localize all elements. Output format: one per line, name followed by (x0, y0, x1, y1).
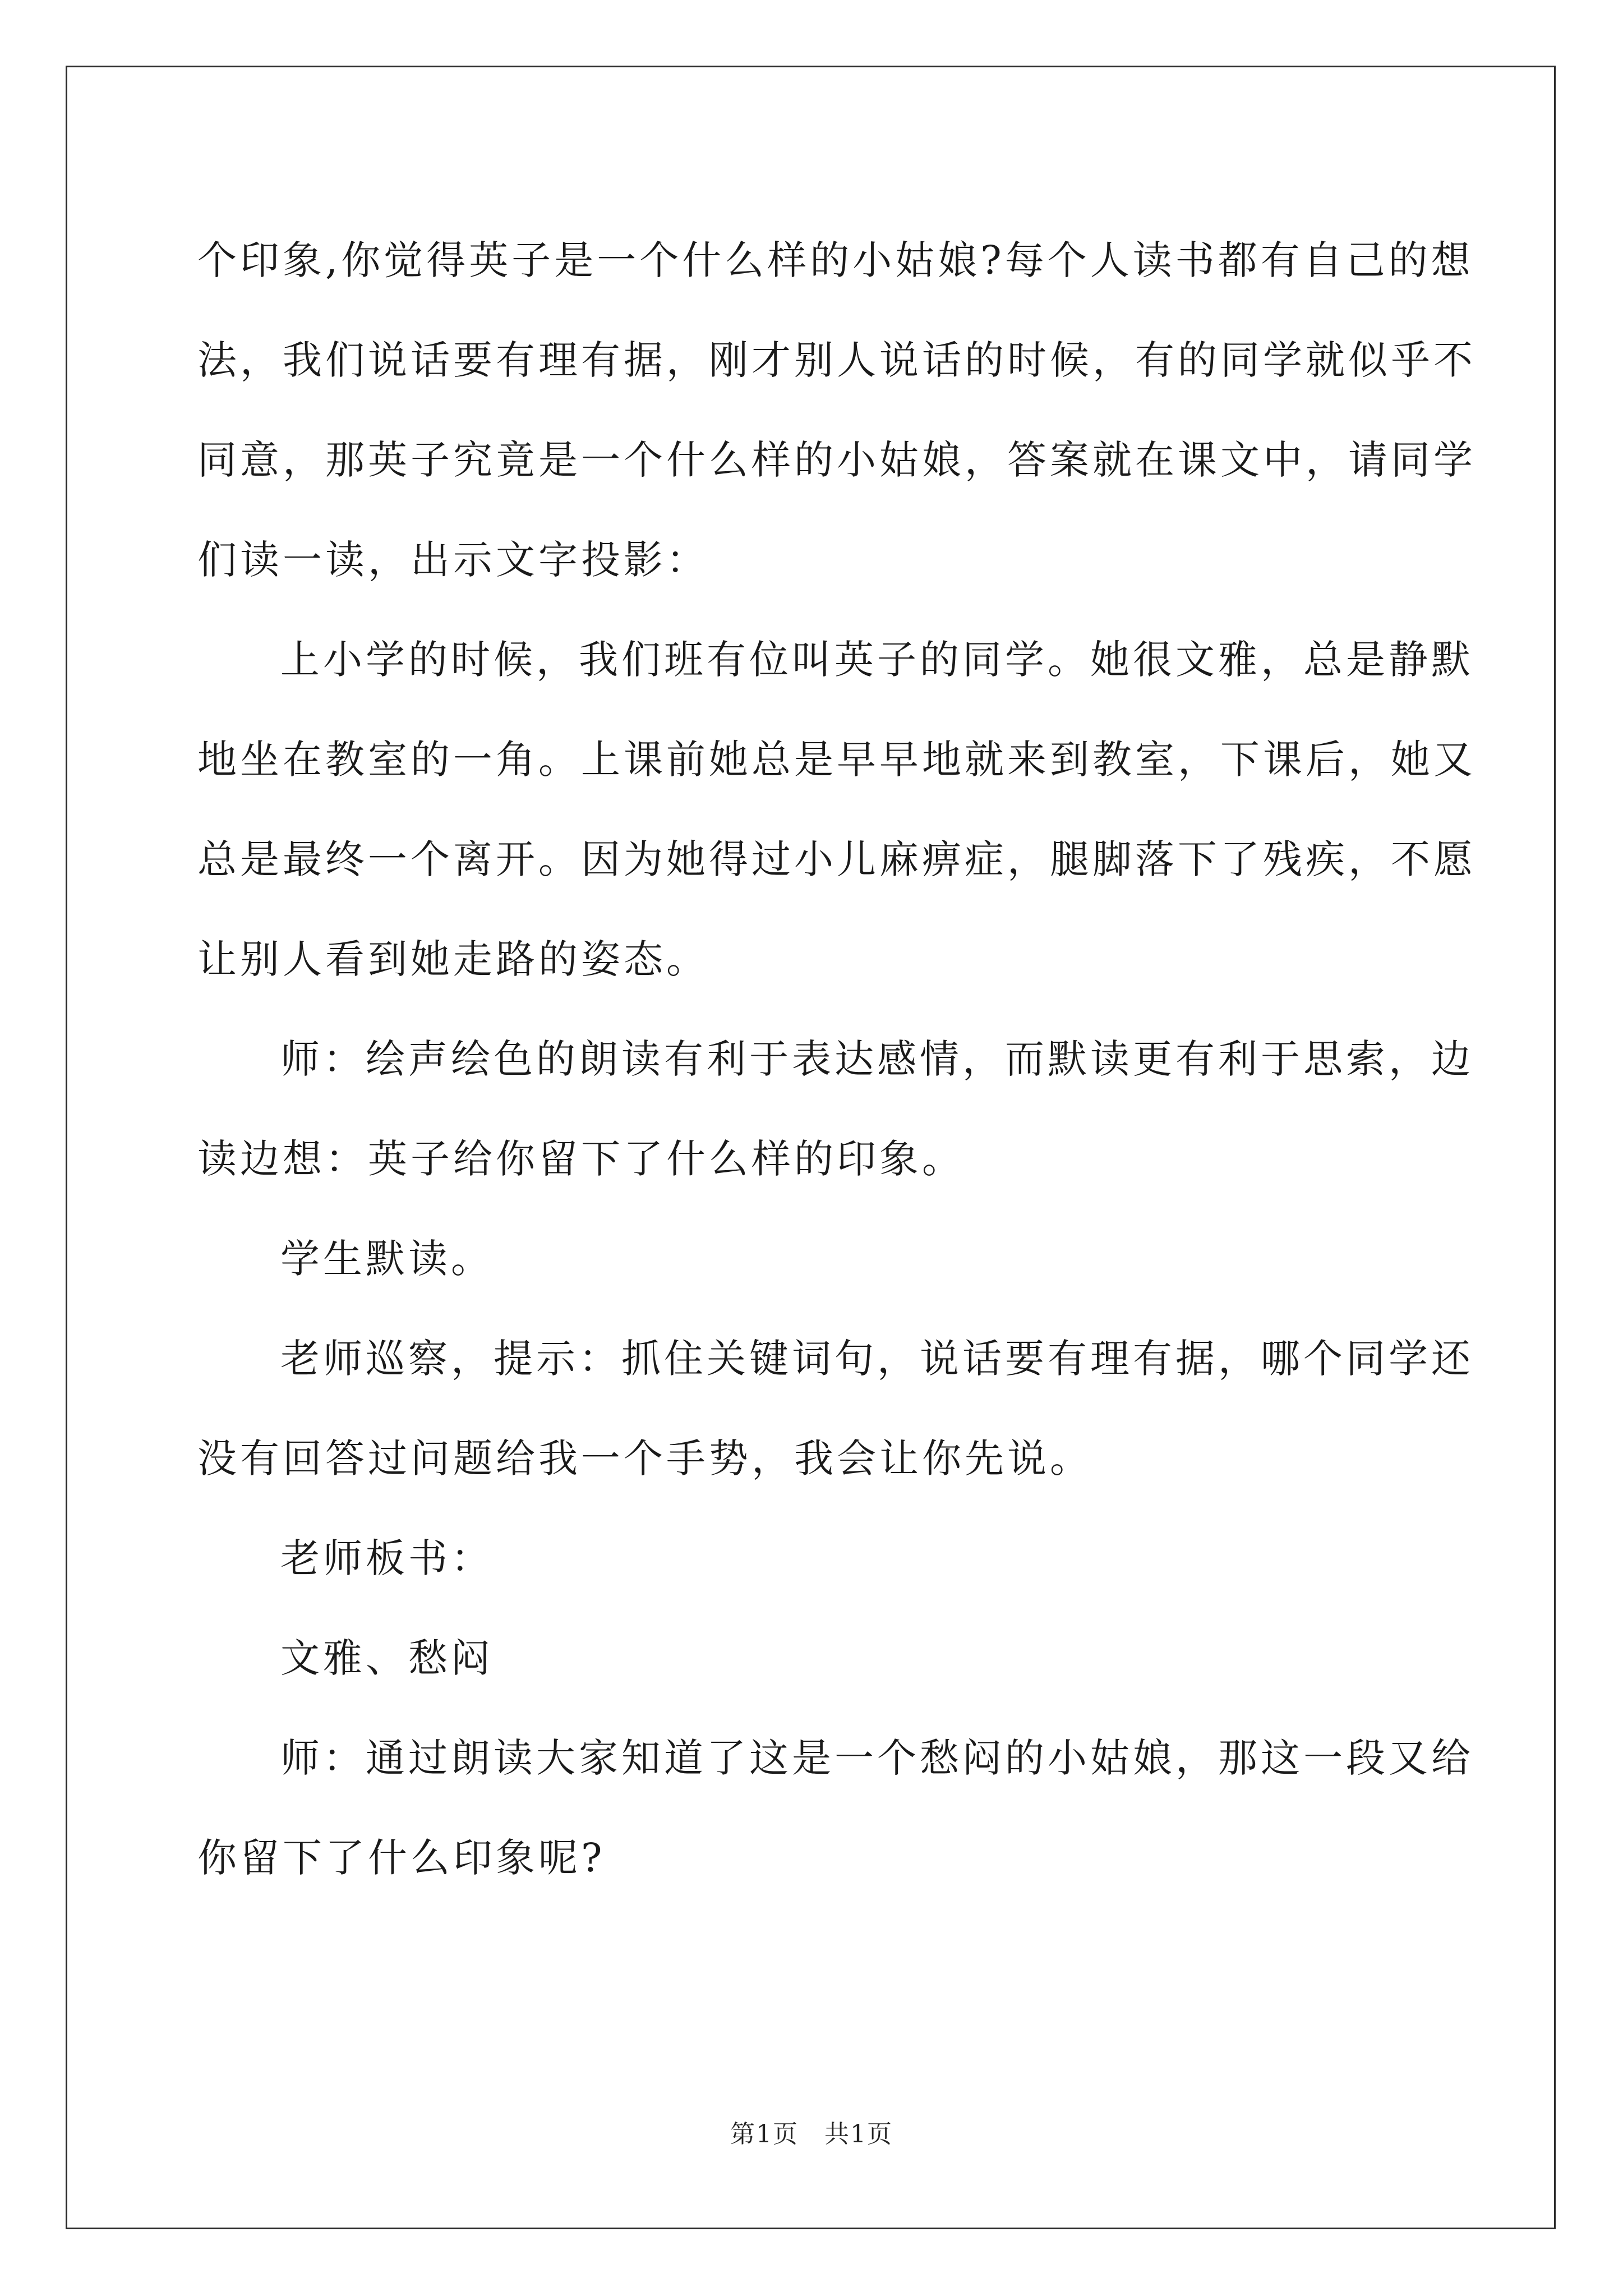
text-line: 地坐在教室的一角。上课前她总是早早地就来到教室，下课后，她又 (197, 737, 1476, 783)
paragraph (197, 1608, 1431, 1708)
text-line: 同意，那英子究竟是一个什么样的小姑娘，答案就在课文中，请同学 (197, 437, 1476, 483)
paragraph (197, 1009, 1474, 1209)
paragraph (197, 210, 1476, 610)
text-line: 你留下了什么印象呢? (197, 1835, 606, 1881)
paragraph (197, 610, 1476, 1009)
paragraph (197, 1508, 1431, 1608)
text-line: 读边想：英子给你留下了什么样的印象。 (197, 1136, 965, 1182)
text-line: 文雅、愁闷 (280, 1635, 494, 1681)
text-line: 上小学的时候，我们班有位叫英子的同学。她很文雅，总是静默 (280, 637, 1474, 683)
document-body (197, 210, 1476, 1908)
text-line: 师：绘声绘色的朗读有利于表达感情，而默读更有利于思索，边 (280, 1036, 1474, 1082)
paragraph (197, 1309, 1474, 1508)
text-line: 老师巡察，提示：抓住关键词句，说话要有理有据，哪个同学还 (280, 1336, 1474, 1382)
text-line: 学生默读。 (280, 1236, 494, 1282)
text-line: 让别人看到她走路的姿态。 (197, 936, 709, 982)
text-line: 总是最终一个离开。因为她得过小儿麻痹症，腿脚落下了残疾，不愿 (197, 836, 1476, 882)
text-line: 们读一读，出示文字投影： (197, 537, 709, 583)
text-line: 没有回答过问题给我一个手势，我会让你先说。 (197, 1435, 1092, 1481)
page-footer (0, 2114, 1623, 2150)
paragraph (197, 1708, 1474, 1908)
text-line: 个印象,你觉得英子是一个什么样的小姑娘?每个人读书都有自己的想 (197, 237, 1474, 283)
page-number: 第1页 共1页 (730, 2120, 893, 2148)
text-line: 师：通过朗读大家知道了这是一个愁闷的小姑娘，那这一段又给 (280, 1735, 1474, 1781)
text-line: 老师板书： (280, 1535, 494, 1581)
paragraph (197, 1209, 1431, 1309)
text-line: 法，我们说话要有理有据，刚才别人说话的时候，有的同学就似乎不 (197, 337, 1476, 383)
